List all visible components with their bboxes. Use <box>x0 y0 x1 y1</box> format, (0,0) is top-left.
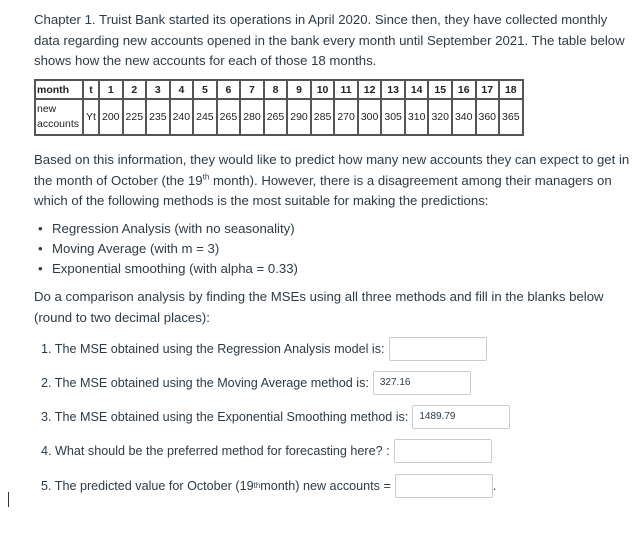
list-item <box>34 259 298 279</box>
month-cell: 15 <box>428 80 452 99</box>
method-label: Exponential smoothing (with alpha = 0.33) <box>52 261 298 276</box>
month-row-header: month <box>35 80 83 99</box>
accounts-cell: 290 <box>287 99 311 135</box>
new-accounts-table <box>34 79 524 136</box>
october-prediction-input[interactable] <box>395 474 493 498</box>
methods-list <box>34 219 298 279</box>
question-3 <box>41 405 510 429</box>
accounts-cell: 265 <box>217 99 241 135</box>
prediction-paragraph <box>34 150 632 212</box>
month-cell: 12 <box>358 80 382 99</box>
question-5-text-after: month) new accounts = <box>260 479 391 493</box>
list-item <box>34 239 298 259</box>
bullet-icon: • <box>38 241 43 256</box>
accounts-header-line2: accounts <box>37 118 80 130</box>
month-cell: 5 <box>193 80 217 99</box>
month-cell: 13 <box>381 80 405 99</box>
exponential-smoothing-mse-input[interactable]: 1489.79 <box>412 405 510 429</box>
list-item <box>34 219 298 239</box>
accounts-cell: 305 <box>381 99 405 135</box>
accounts-cell: 280 <box>240 99 264 135</box>
month-cell: 4 <box>170 80 194 99</box>
question-2-text: 2. The MSE obtained using the Moving Average method is: <box>41 376 369 390</box>
month-cell: 2 <box>123 80 147 99</box>
intro-paragraph: Chapter 1. Truist Bank started its operations in April 2020. Since then, they have collected monthly data regarding new accounts opened in the bank every month until September 2021. The table below shows how the new accounts for each of those 18 months. <box>34 12 625 68</box>
method-label: Moving Average (with m = 3) <box>52 241 220 256</box>
method-label: Regression Analysis (with no seasonality) <box>52 221 295 236</box>
month-cell: 18 <box>499 80 523 99</box>
accounts-cell: 200 <box>99 99 123 135</box>
bullet-icon: • <box>38 221 43 236</box>
question-3-text: 3. The MSE obtained using the Exponential Smoothing method is: <box>41 410 409 424</box>
month-cell: 1 <box>99 80 123 99</box>
accounts-variable: Yt <box>83 99 99 135</box>
bullet-icon: • <box>38 261 43 276</box>
month-variable: t <box>83 80 99 99</box>
prediction-superscript: th <box>202 172 210 182</box>
month-cell: 11 <box>334 80 358 99</box>
accounts-cell: 285 <box>311 99 335 135</box>
accounts-row-header <box>35 99 83 135</box>
month-cell: 3 <box>146 80 170 99</box>
month-row <box>35 80 523 99</box>
month-cell: 17 <box>476 80 500 99</box>
accounts-cell: 240 <box>170 99 194 135</box>
question-4 <box>41 439 492 463</box>
accounts-cell: 310 <box>405 99 429 135</box>
accounts-row <box>35 99 523 135</box>
question-5: 5. The predicted value for October (19 th month) new accounts = . <box>41 474 496 498</box>
accounts-cell: 340 <box>452 99 476 135</box>
month-cell: 7 <box>240 80 264 99</box>
month-cell: 9 <box>287 80 311 99</box>
accounts-cell: 265 <box>264 99 288 135</box>
accounts-cell: 300 <box>358 99 382 135</box>
month-cell: 8 <box>264 80 288 99</box>
accounts-cell: 270 <box>334 99 358 135</box>
prediction-text-before: Based on this information, they would like to predict how many new accounts they can expect to get in the month of October (the 19 <box>34 152 630 188</box>
question-5-trailing-period: . <box>492 479 497 493</box>
accounts-cell: 360 <box>476 99 500 135</box>
accounts-header-line1: new <box>37 103 57 115</box>
month-cell: 14 <box>405 80 429 99</box>
regression-mse-input[interactable] <box>389 337 487 361</box>
data-table-wrapper <box>34 79 524 136</box>
question-2 <box>41 371 471 395</box>
instructions-paragraph: Do a comparison analysis by finding the MSEs using all three methods and fill in the blanks below (round to two decimal places): <box>34 289 604 325</box>
question-1-text: 1. The MSE obtained using the Regression Analysis model is: <box>41 342 385 356</box>
month-cell: 6 <box>217 80 241 99</box>
accounts-cell: 320 <box>428 99 452 135</box>
accounts-cell: 225 <box>123 99 147 135</box>
question-5-text-before: 5. The predicted value for October (19 <box>41 479 254 493</box>
moving-average-mse-input[interactable]: 327.16 <box>373 371 471 395</box>
month-cell: 16 <box>452 80 476 99</box>
accounts-cell: 365 <box>499 99 523 135</box>
accounts-cell: 245 <box>193 99 217 135</box>
prediction-text-after: month). However, there is a disagreement among their managers on which of the following methods is the most suitable for making the predictions: <box>34 172 612 208</box>
accounts-cell: 235 <box>146 99 170 135</box>
text-cursor <box>8 492 9 507</box>
question-1 <box>41 337 487 361</box>
question-4-text: 4. What should be the preferred method for forecasting here? : <box>41 444 390 458</box>
preferred-method-input[interactable] <box>394 439 492 463</box>
month-cell: 10 <box>311 80 335 99</box>
